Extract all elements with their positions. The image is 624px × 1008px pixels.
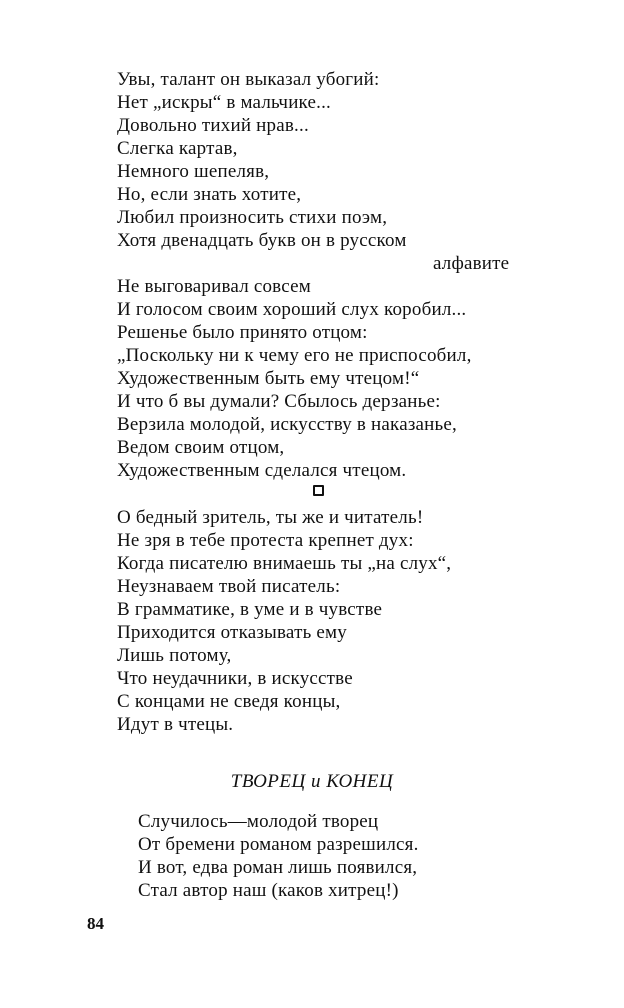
verse-line: Идут в чтецы. [117,714,234,735]
verse-line: Любил произносить стихи поэм, [117,207,388,228]
poem-stanza-3 [138,810,578,902]
verse-line: В грамматике, в уме и в чувстве [117,599,383,620]
verse-line: Нет „искры“ в мальчике... [117,92,331,113]
verse-line: Верзила молодой, искусству в наказанье, [117,414,457,435]
verse-line: „Поскольку ни к чему его не приспособил, [117,345,472,366]
verse-line-continuation: алфавите [433,253,510,274]
page-number: 84 [87,914,104,933]
verse-line: Хотя двенадцать букв он в русском [117,230,407,251]
verse-line: Когда писателю внимаешь ты „на слух“, [117,553,452,574]
verse-line: О бедный зритель, ты же и читатель! [117,507,424,528]
verse-line: Слегка картав, [117,138,238,159]
verse-line: И что б вы думали? Сбылось дерзанье: [117,391,441,412]
verse-line: Не выговаривал совсем [117,276,311,297]
verse-line: Довольно тихий нрав... [117,115,309,136]
verse-line: Неузнаваем твой писатель: [117,576,341,597]
verse-line: Решенье было принято отцом: [117,322,368,343]
verse-line: Художественным сделался чтецом. [117,460,407,481]
verse-line: От бремени романом разрешился. [138,834,419,855]
verse-line: С концами не сведя концы, [117,691,341,712]
verse-line: Ведом своим отцом, [117,437,285,458]
verse-line: Но, если знать хотите, [117,184,302,205]
verse-line: Не зря в тебе протеста крепнет дух: [117,530,414,551]
verse-line: И вот, едва роман лишь появился, [138,857,418,878]
verse-line: Увы, талант он выказал убогий: [117,69,380,90]
poem-title: ТВОРЕЦ и КОНЕЦ [230,771,394,792]
verse-line: Стал автор наш (каков хитрец!) [138,880,399,901]
verse-line: Лишь потому, [117,645,232,666]
section-separator-square [313,485,324,496]
verse-line: Приходится отказывать ему [117,622,347,643]
verse-line: Немного шепеляв, [117,161,270,182]
poem-stanza-2 [117,506,557,736]
poem-stanza-1 [117,68,557,482]
verse-line: Случилось—молодой творец [138,811,379,832]
verse-line: И голосом своим хороший слух коробил... [117,299,467,320]
verse-line: Что неудачники, в искусстве [117,668,353,689]
verse-line: Художественным быть ему чтецом!“ [117,368,420,389]
